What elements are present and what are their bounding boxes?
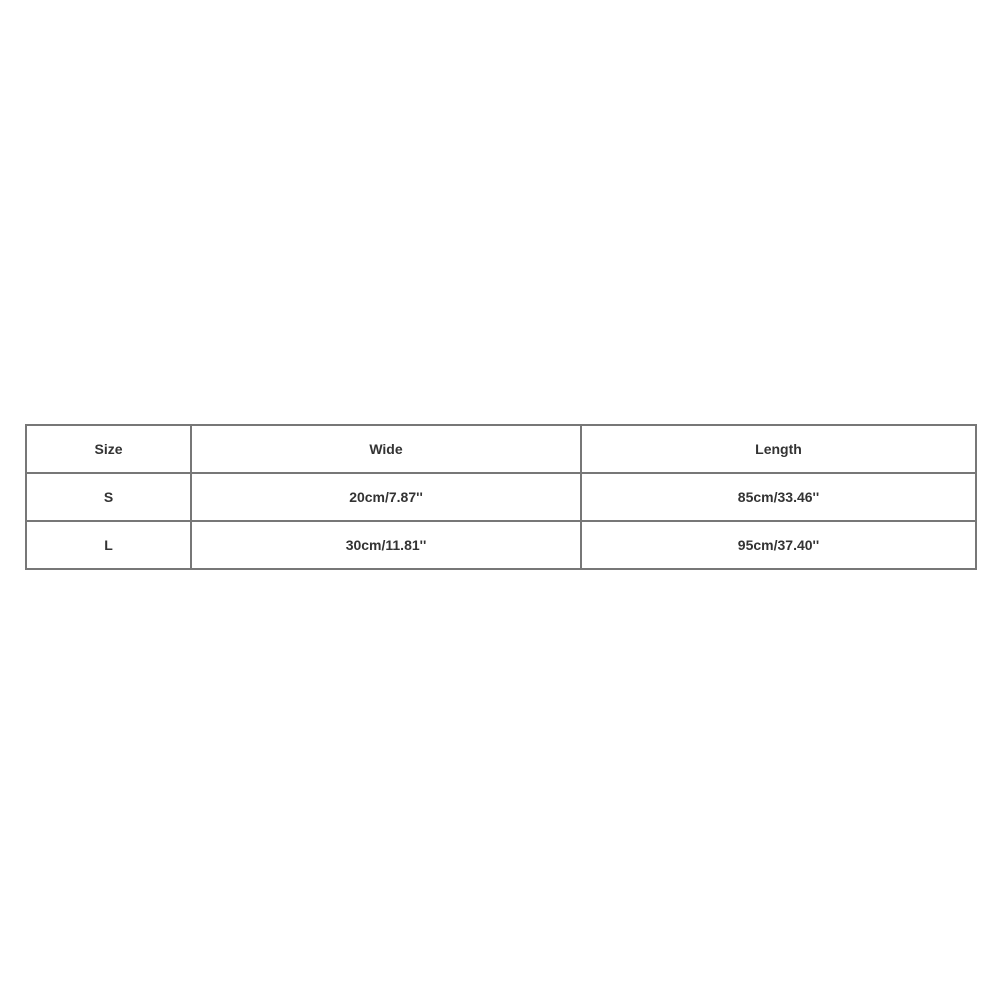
header-size: Size bbox=[26, 425, 191, 473]
header-wide: Wide bbox=[191, 425, 581, 473]
table-header-row bbox=[26, 425, 976, 473]
cell-length: 85cm/33.46'' bbox=[581, 473, 976, 521]
cell-size: S bbox=[26, 473, 191, 521]
cell-size: L bbox=[26, 521, 191, 569]
cell-wide: 30cm/11.81'' bbox=[191, 521, 581, 569]
table-row bbox=[26, 473, 976, 521]
table-row bbox=[26, 521, 976, 569]
cell-wide: 20cm/7.87'' bbox=[191, 473, 581, 521]
header-length: Length bbox=[581, 425, 976, 473]
cell-length: 95cm/37.40'' bbox=[581, 521, 976, 569]
size-chart-table bbox=[25, 424, 977, 570]
